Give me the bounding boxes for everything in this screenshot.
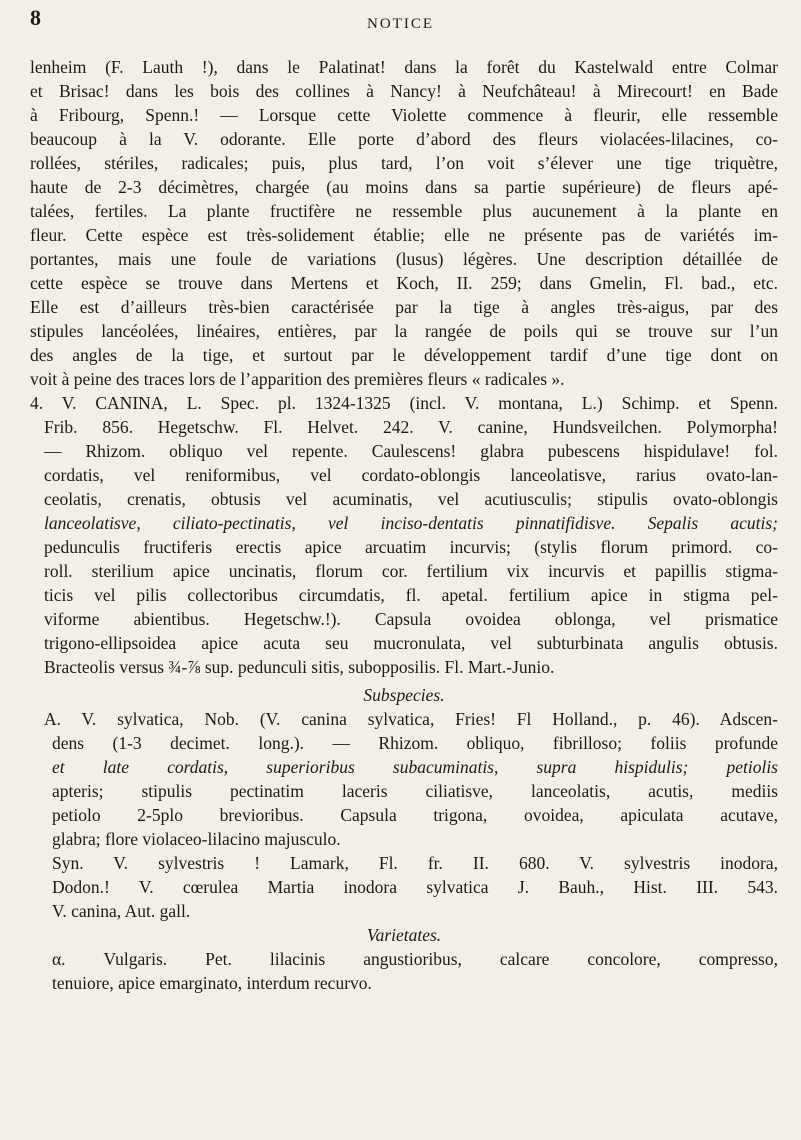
text-line: Dodon.! V. cœrulea Martia inodora sylvatica J. Bauh., Hist. III. 543. [52, 877, 778, 897]
text-line: Syn. V. sylvestris ! Lamark, Fl. fr. II. 680. V. sylvestris inodora, [52, 853, 778, 873]
text-line: Elle est d’ailleurs très-bien caractérisée par la tige à angles très-aigus, par des [30, 297, 778, 317]
text-line: à Fribourg, Spenn.! — Lorsque cette Violette commence à fleurir, elle ressemble [30, 105, 778, 125]
text-line: ceolatis, crenatis, obtusis vel acuminatis, vel acutiusculis; stipulis ovato-oblongis [44, 489, 778, 509]
text-line: Frib. 856. Hegetschw. Fl. Helvet. 242. V. canine, Hundsveilchen. Polymorpha! [44, 417, 778, 437]
text-line: Bracteolis versus ¾-⅞ sup. pedunculi sitis, subopposilis. Fl. Mart.-Junio. [44, 657, 555, 677]
text-line: petiolo 2-5plo brevioribus. Capsula trigona, ovoidea, apiculata acutave, [52, 805, 778, 825]
text-line: haute de 2-3 décimètres, chargée (au moins dans sa partie supérieure) de fleurs apé- [30, 177, 778, 197]
text-line: pedunculis fructiferis erectis apice arcuatim incurvis; (stylis florum primord. co- [44, 537, 778, 557]
running-title: NOTICE [367, 16, 434, 32]
subspecies-heading: Subspecies. [363, 685, 445, 705]
text-line: A. V. sylvatica, Nob. (V. canina sylvatica, Fries! Fl Holland., p. 46). Adscen- [44, 709, 778, 729]
text-line: tenuiore, apice emarginato, interdum recurvo. [52, 973, 372, 993]
text-line: dens (1-3 decimet. long.). — Rhizom. obliquo, fibrilloso; foliis profunde [52, 733, 778, 753]
text-line: V. canina, Aut. gall. [52, 901, 191, 921]
text-line: beaucoup à la V. odorante. Elle porte d’abord des fleurs violacées-lilacines, co- [30, 129, 778, 149]
varietates-heading: Varietates. [366, 925, 442, 945]
text-line: stipules lancéolées, linéaires, entières, par la rangée de poils qui se trouve sur l’un [30, 321, 778, 341]
text-line: cette espèce se trouve dans Mertens et Koch, II. 259; dans Gmelin, Fl. bad., etc. [30, 273, 778, 293]
text-line: ticis vel pilis collectoribus circumdatis, fl. apetal. fertilium apice in stigma pel- [44, 585, 778, 605]
text-line: fleur. Cette espèce est très-solidement établie; elle ne présente pas de variétés im- [30, 225, 778, 245]
text-line: — Rhizom. obliquo vel repente. Caulescens! glabra pubescens hispidulave! fol. [44, 441, 778, 461]
text-line: viforme abientibus. Hegetschw.!). Capsula ovoidea oblonga, vel prismatice [44, 609, 778, 629]
text-line: lenheim (F. Lauth !), dans le Palatinat! dans la forêt du Kastelwald entre Colmar [30, 57, 778, 77]
page-body [30, 55, 778, 995]
text-line: trigono-ellipsoidea apice acuta seu mucronulata, vel subturbinata angulis obtusis. [44, 633, 778, 653]
text-line: α. Vulgaris. Pet. lilacinis angustioribus, calcare concolore, compresso, [52, 949, 778, 969]
text-line: lanceolatisve, ciliato-pectinatis, vel inciso-dentatis pinnatifidisve. Sepalis acutis; [44, 513, 778, 533]
text-line: glabra; flore violaceo-lilacino majusculo. [52, 829, 341, 849]
text-line: et Brisac! dans les bois des collines à Nancy! à Neufchâteau! à Mirecourt! en Bade [30, 81, 778, 101]
text-line: cordatis, vel reniformibus, vel cordato-oblongis lanceolatisve, rarius ovato-lan- [44, 465, 778, 485]
page-number: 8 [30, 5, 41, 30]
species-heading-line: 4. V. CANINA, L. Spec. pl. 1324-1325 (incl. V. montana, L.) Schimp. et Spenn. [30, 393, 778, 413]
text-line: des angles de la tige, et surtout par le développement tardif d’une tige dont on [30, 345, 778, 365]
text-line: talées, fertiles. La plante fructifère ne ressemble plus aucunement à la plante en [30, 201, 778, 221]
text-line: portantes, mais une foule de variations (lusus) légères. Une description détaillée de [30, 249, 778, 269]
text-line: rollées, stériles, radicales; puis, plus tard, l’on voit s’élever une tige triquètre, [30, 153, 778, 173]
text-line: voit à peine des traces lors de l’apparition des premières fleurs « radicales ». [30, 369, 565, 389]
text-line: apteris; stipulis pectinatim laceris ciliatisve, lanceolatis, acutis, mediis [52, 781, 778, 801]
text-line: et late cordatis, superioribus subacuminatis, supra hispidulis; petiolis [52, 757, 778, 777]
text-line: roll. sterilium apice uncinatis, florum cor. fertilium vix incurvis et papillis stigma- [44, 561, 778, 581]
